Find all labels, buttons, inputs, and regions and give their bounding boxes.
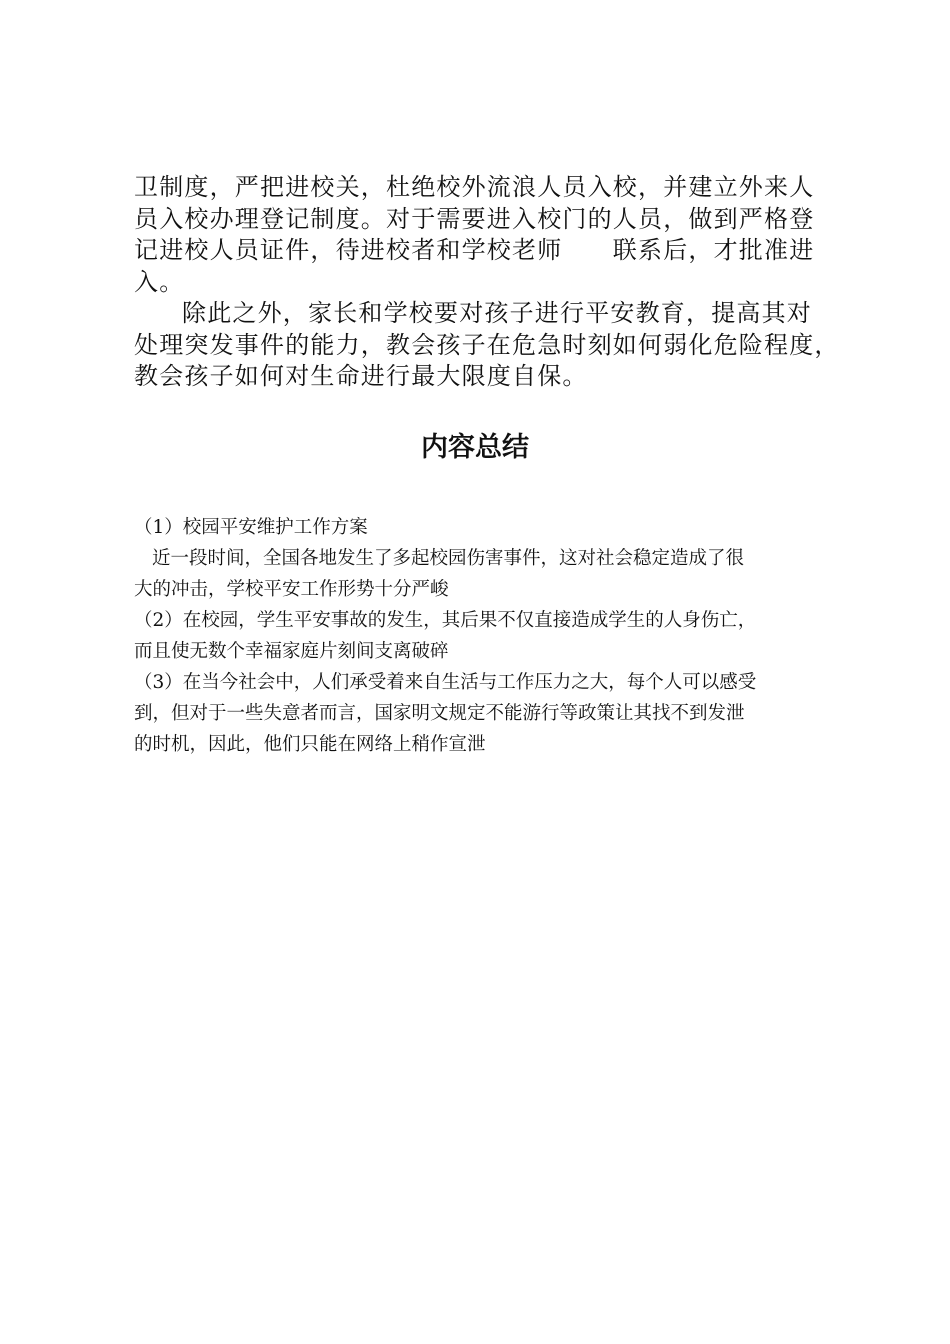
- article-line: 卫制度，严把进校关，杜绝校外流浪人员入校，并建立外来人: [134, 173, 815, 201]
- article-line: 入。: [134, 267, 185, 296]
- article-line: 处理突发事件的能力，教会孩子在危急时刻如何弱化危险程度，: [134, 330, 840, 359]
- article-line: 除此之外，家长和学校要对孩子进行平安教育，提高其对: [182, 299, 812, 327]
- summary-title: 内容总结: [421, 432, 529, 463]
- summary-line: 近一段时间，全国各地发生了多起校园伤害事件，这对社会稳定造成了很: [152, 548, 745, 569]
- summary-line: （1）校园平安维护工作方案: [134, 517, 368, 538]
- summary-line: （3）在当今社会中，人们承受着来自生活与工作压力之大，每个人可以感受: [134, 672, 757, 693]
- article-line: 教会孩子如何对生命进行最大限度自保。: [134, 362, 588, 390]
- article-line: 记进校人员证件，待进校者和学校老师 联系后，才批准进: [134, 236, 815, 264]
- summary-body: [134, 512, 834, 760]
- summary-line: 而且使无数个幸福家庭片刻间支离破碎: [134, 641, 449, 662]
- article-body: [134, 172, 840, 393]
- article-line: 员入校办理登记制度。对于需要进入校门的人员，做到严格登: [134, 204, 815, 233]
- summary-line: （2）在校园，学生平安事故的发生，其后果不仅直接造成学生的人身伤亡，: [134, 610, 757, 631]
- summary-line: 大的冲击，学校平安工作形势十分严峻: [134, 579, 449, 600]
- summary-line: 到，但对于一些失意者而言，国家明文规定不能游行等政策让其找不到发泄: [134, 703, 745, 724]
- summary-line: 的时机，因此，他们只能在网络上稍作宣泄: [134, 734, 486, 755]
